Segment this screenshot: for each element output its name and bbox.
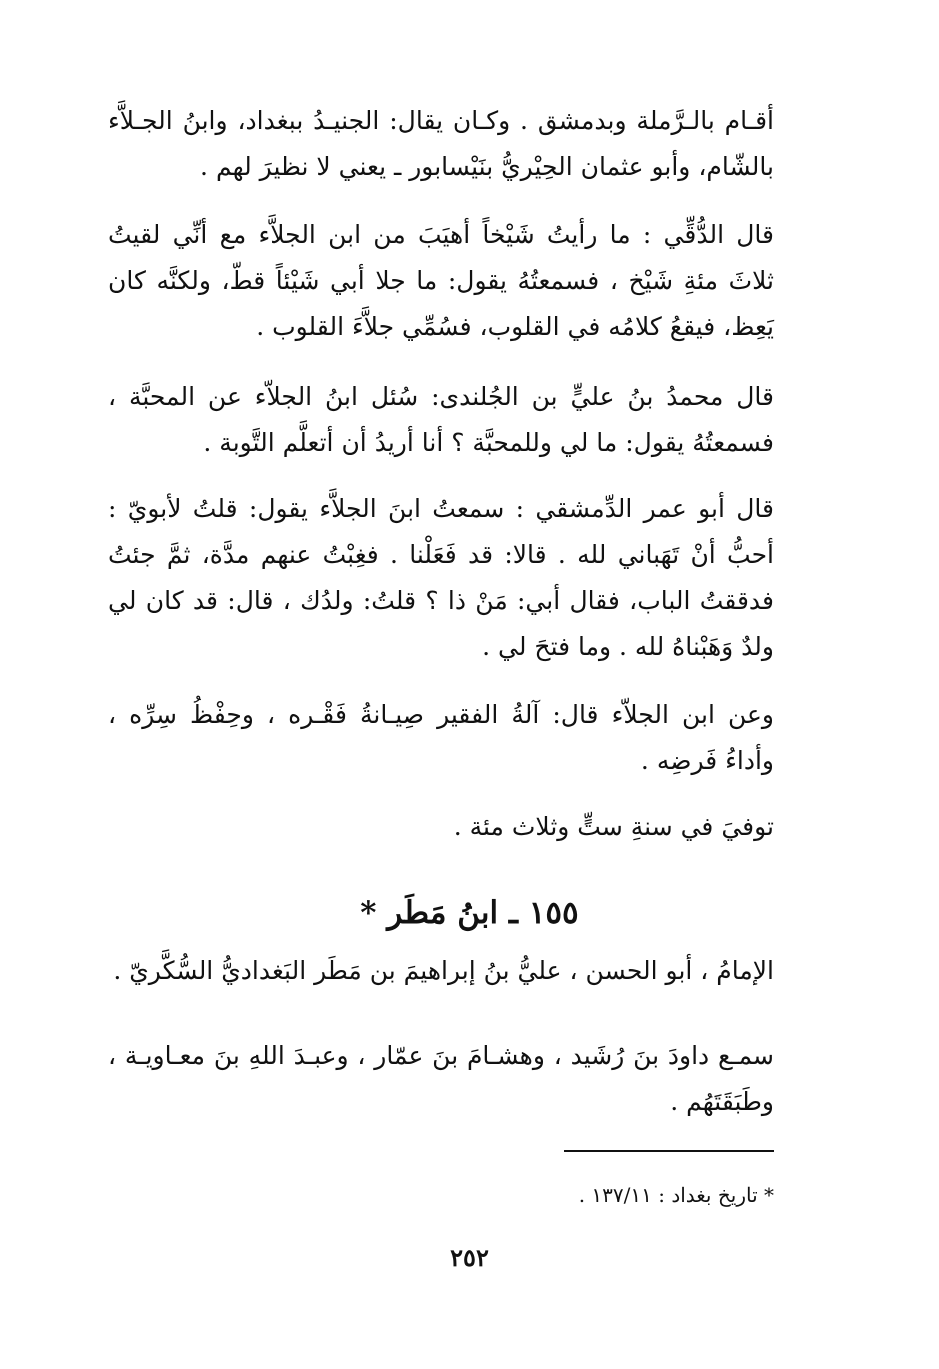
paragraph-4: قال أبو عمر الدِّمشقي : سمعتُ ابنَ الجلاَّء يقول: قلتُ لأبويّ : أحبُّ أنْ تَهَباني لله . قالا: قد فَعَلْنا . فغِبْتُ عنهم مدَّة، ثمَّ جئتُ فدققتُ الباب، فقال أبي: مَنْ ذا ؟ قلتُ: ولدُك ، قال: قد كان لي ولدٌ وَهَبْناهُ لله . وما فتحَ لي . — [108, 494, 774, 661]
paragraph-7: الإمامُ ، أبو الحسن ، عليُّ بنُ إبراهيمَ بن مَطَر البَغداديُّ السُّكَّريّ . — [113, 956, 774, 985]
section-heading: ١٥٥ ـ ابنُ مَطَر * — [360, 895, 579, 931]
paragraph-8: سمـع داودَ بنَ رُشَيد ، وهشـامَ بنَ عمّار ، وعبـدَ اللهِ بنَ معـاويـة ، وطَبَقَتَهُم . — [108, 1041, 774, 1116]
paragraph-6: توفيَ في سنةِ ستٍّ وثلاث مئة . — [453, 812, 774, 841]
page-number: ٢٥٢ — [450, 1243, 489, 1272]
paragraph-2: قال الدُّقِّي : ما رأيتُ شَيْخاً أهيَبَ من ابن الجلاَّء مع أنِّي لقيتُ ثلاثَ مئةِ شَيْخ ، فسمعتُهُ يقول: ما جلا أبي شَيْئاً قطّ، ولكنَّه كان يَعِظ، فيقعُ كلامُه في القلوب، فسُمِّي جلاَّءَ القلوب . — [108, 220, 774, 341]
footnote: * تاريخ بغداد : ١٣٧/١١ . — [578, 1183, 774, 1207]
paragraph-1: أقـام بالـرَّملة وبدمشق . وكـان يقال: الجنيـدُ ببغداد، وابنُ الجـلاَّء بالشّام، وأبو عثمان الحِيْريُّ بنَيْسابور ـ يعني لا نظيرَ لهم . — [108, 106, 774, 181]
footnote-divider — [564, 1150, 774, 1152]
paragraph-3: قال محمدُ بنُ عليٍّ بن الجُلندى: سُئل ابنُ الجلاّء عن المحبَّة ، فسمعتُهُ يقول: ما لي وللمحبَّة ؟ أنا أريدُ أن أتعلَّم التَّوبة . — [108, 382, 774, 457]
paragraph-5: وعن ابن الجلاّء قال: آلةُ الفقير صِيـانةُ فَقْـره ، وحِفْظُ سِرِّه ، وأداءُ فَرضِه . — [108, 700, 774, 775]
